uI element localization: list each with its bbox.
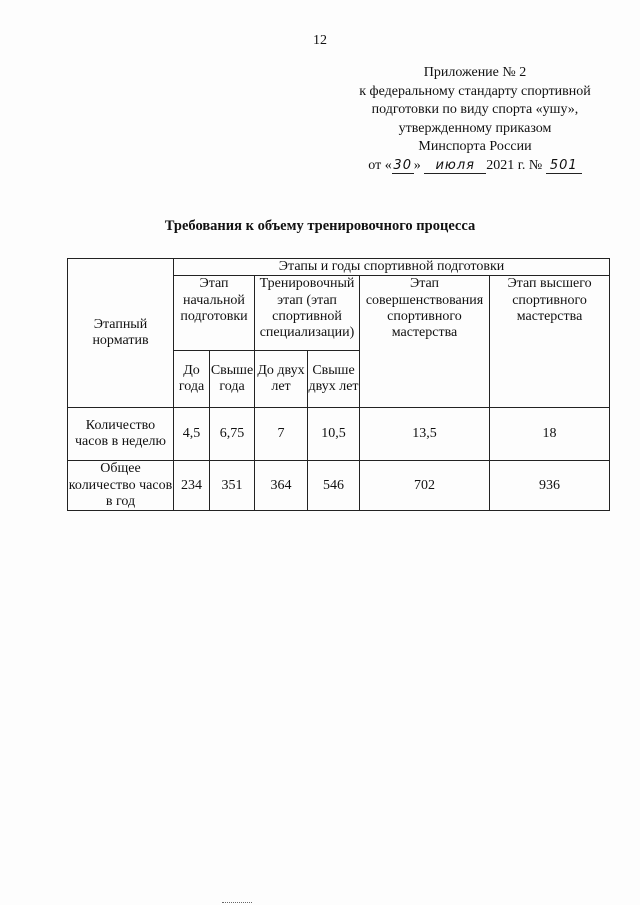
appendix-title: Приложение № 2 xyxy=(423,65,527,80)
date-quote-close: » xyxy=(413,157,421,173)
table-cell: 234 xyxy=(174,461,210,511)
stages-group-header: Этапы и годы спортивной подготовки xyxy=(174,259,610,276)
stage-training-header: Тренировочный этап (этап спортивной специализации) xyxy=(255,276,360,351)
table-cell: 7 xyxy=(255,408,308,461)
row-label: Общее количество часов в год xyxy=(68,461,173,509)
table-cell: 4,5 xyxy=(174,408,210,461)
appendix-approved-line: утвержденному приказом xyxy=(398,120,552,136)
table-cell: 10,5 xyxy=(308,408,360,461)
year-training-upto: До двух лет xyxy=(255,351,308,408)
stage-improvement-header: Этап совершенствования спортивного мастерства xyxy=(360,276,490,408)
appendix-block xyxy=(330,64,620,176)
appendix-sport-line: подготовки по виду спорта «ушу», xyxy=(371,102,579,118)
appendix-standard-line: к федеральному стандарту спортивной xyxy=(359,83,591,99)
year-initial-upto: До года xyxy=(174,351,210,408)
table-cell: 936 xyxy=(490,461,610,511)
table-row xyxy=(68,408,610,461)
table-cell: 6,75 xyxy=(210,408,255,461)
date-year: 2021 г. № xyxy=(486,157,543,173)
year-training-over: Свыше двух лет xyxy=(308,351,360,408)
table-cell: 364 xyxy=(255,461,308,511)
row-label: Количество часов в неделю xyxy=(68,408,174,461)
table-cell: 546 xyxy=(308,461,360,511)
stage-initial-header: Этап начальной подготовки xyxy=(174,276,255,351)
table-cell: 13,5 xyxy=(360,408,490,461)
date-month-handwritten: июля xyxy=(424,159,486,174)
date-day-handwritten: 30 xyxy=(393,157,412,173)
scan-edge-mark xyxy=(222,902,252,903)
appendix-date-line xyxy=(330,157,620,176)
table-cell: 18 xyxy=(490,408,610,461)
page-number: 12 xyxy=(313,33,327,48)
row-header-cell: Этапный норматив xyxy=(68,259,174,408)
year-initial-over: Свыше года xyxy=(210,351,255,408)
appendix-ministry-line: Минспорта России xyxy=(418,139,532,155)
requirements-table xyxy=(67,258,610,511)
document-title: Требования к объему тренировочного процесса xyxy=(164,218,476,234)
order-number-handwritten: 501 xyxy=(546,159,582,174)
stage-higher-header: Этап высшего спортивного мастерства xyxy=(490,276,610,408)
table-cell: 351 xyxy=(210,461,255,511)
table-cell: 702 xyxy=(360,461,490,511)
table-row xyxy=(68,461,610,511)
date-prefix: от « xyxy=(368,157,392,173)
